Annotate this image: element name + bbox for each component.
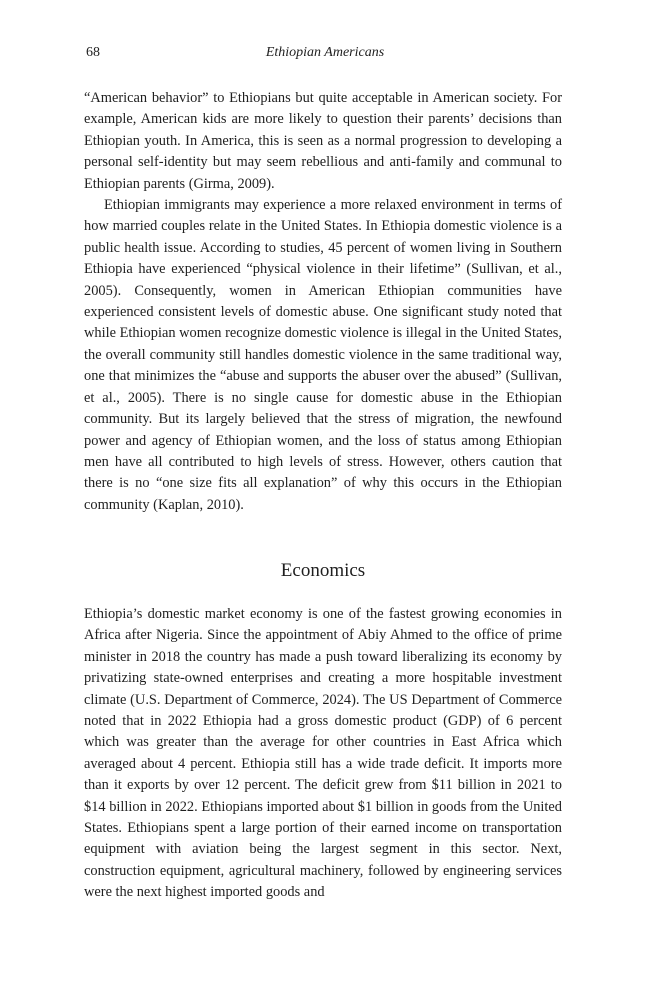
paragraph-continued: “American behavior” to Ethiopians but quite acceptable in American society. For example, American kids are more likely to question their parents’ decisions than Ethiopian youth. In America, this is seen as a normal progression to developing a personal self-identity but may seem rebellious and anti-family and communal to Ethiopian parents (Girma, 2009). xyxy=(84,90,562,192)
paragraph-economy: Ethiopia’s domestic market economy is one of the fastest growing economies in Africa after Nigeria. Since the appointment of Abiy Ahmed to the office of prime minister in 2018 the country has made a push toward liberalizing its economy by privatizing state-owned enterprises and creating a more hospitable investment climate (U.S. Department of Commerce, 2024). The US Department of Commerce noted that in 2022 Ethiopia had a gross domestic product (GDP) of 6 percent which was greater than the average for other countries in East Africa which averaged about 4 percent. Ethiopia still has a wide trade deficit. It imports more than it exports by over 12 percent. The deficit grew from $11 billion in 2021 to $14 billion in 2022. Ethiopians imported about $1 billion in goods from the United States. Ethiopians spent a large portion of their earned income on transportation equipment with aviation being the largest segment in this sector. Next, construction equipment, agricultural machinery, followed by engineering services were the next highest imported goods and xyxy=(84,606,562,901)
section-heading-economics: Economics xyxy=(280,560,366,581)
running-title: Ethiopian Americans xyxy=(265,45,385,60)
page-number: 68 xyxy=(86,45,100,60)
running-header xyxy=(86,45,564,65)
paragraph-domestic-violence: Ethiopian immigrants may experience a more relaxed environment in terms of how married couples relate in the United States. In Ethiopia domestic violence is a public health issue. According to studies, 45 percent of women living in Southern Ethiopia have experienced “physical violence in their lifetime” (Sullivan, et al., 2005). Consequently, women in American Ethiopian communities have experienced consistent levels of domestic abuse. One significant study noted that while Ethiopian women recognize domestic violence is illegal in the United States, the overall community still handles domestic violence in the same traditional way, one that minimizes the “abuse and supports the abuser over the abused” (Sullivan, et al., 2005). There is no single cause for domestic abuse in the Ethiopian community. But its largely believed that the stress of migration, the newfound power and agency of Ethiopian women, and the loss of status among Ethiopian men have all contributed to high levels of stress. However, others caution that there is no “one size fits all explanation” of why this occurs in the Ethiopian community (Kaplan, 2010). xyxy=(84,197,562,513)
body-text-upper xyxy=(84,88,562,516)
body-text-lower xyxy=(84,604,562,904)
